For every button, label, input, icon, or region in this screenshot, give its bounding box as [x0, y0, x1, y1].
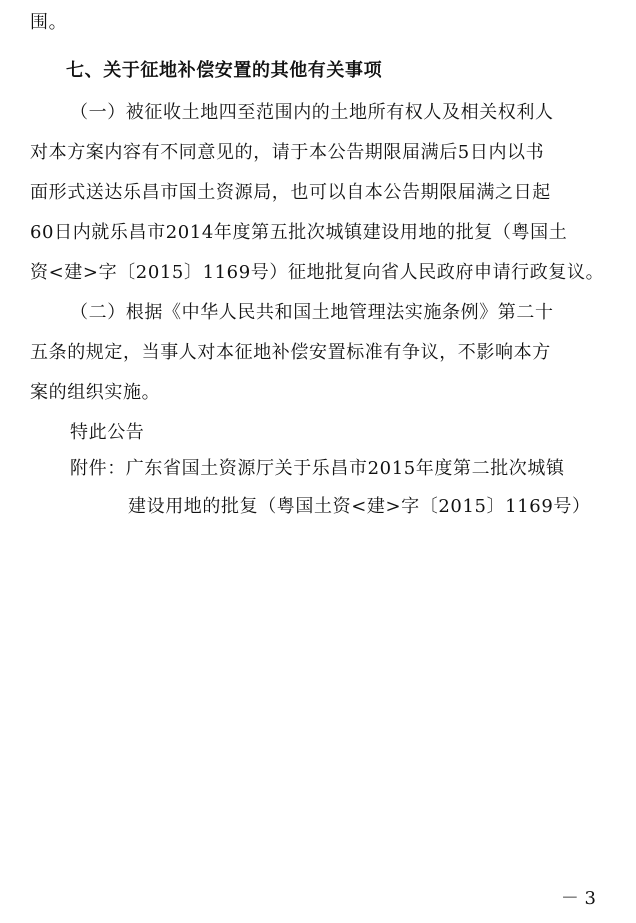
closing-text: 特此公告 — [70, 422, 145, 443]
attachment-line-2: 建设用地的批复（粤国土资<建>字〔2015〕1169号） — [128, 496, 591, 517]
paragraph-2-line-3: 案的组织实施。 — [30, 382, 161, 403]
paragraph-2-line-1: （二）根据《中华人民共和国土地管理法实施条例》第二十 — [70, 302, 554, 323]
page-number: － 3 — [560, 888, 596, 909]
paragraph-1-line-3: 面形式送达乐昌市国土资源局，也可以自本公告期限届满之日起 — [30, 182, 551, 203]
paragraph-1-line-4: 60日内就乐昌市2014年度第五批次城镇建设用地的批复（粤国土 — [30, 222, 568, 243]
carry-over-text: 围。 — [30, 12, 68, 33]
paragraph-1-line-2: 对本方案内容有不同意见的，请于本公告期限届满后5日内以书 — [30, 142, 545, 163]
section-heading: 七、关于征地补偿安置的其他有关事项 — [66, 60, 383, 81]
attachment-line-1: 附件：广东省国土资源厅关于乐昌市2015年度第二批次城镇 — [70, 458, 565, 479]
paragraph-1-line-1: （一）被征收土地四至范围内的土地所有权人及相关权利人 — [70, 102, 554, 123]
paragraph-2-line-2: 五条的规定，当事人对本征地补偿安置标准有争议，不影响本方 — [30, 342, 551, 363]
paragraph-1-line-5: 资<建>字〔2015〕1169号）征地批复向省人民政府申请行政复议。 — [30, 262, 605, 283]
